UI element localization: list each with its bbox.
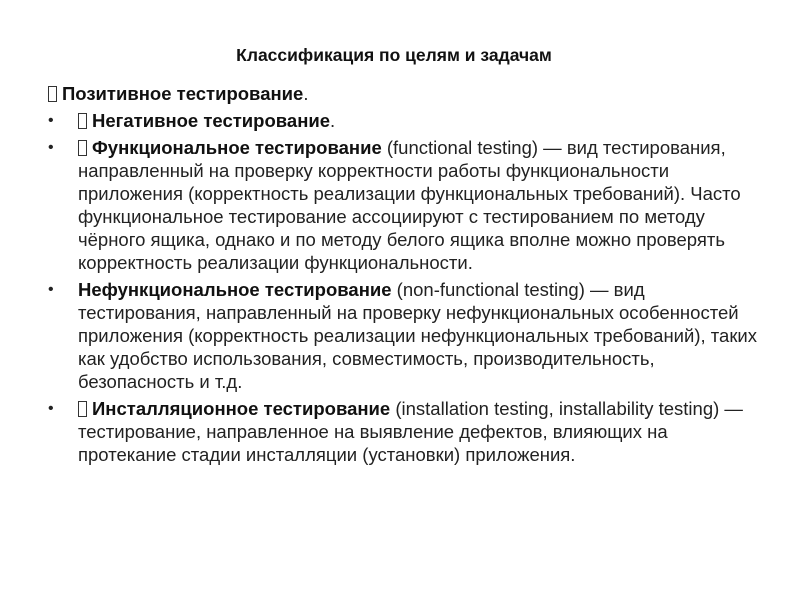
item-text: (non-functional testing) — вид тестирования, направленный на проверку нефункциональных особенностей приложения (корректность реализации нефункциональных требований), таких как удобство использования, совместимость, производительность, безопасность и т.д. [78,279,757,392]
slide-title: Классификация по целям и задачам [236,45,552,65]
term-negative: Негативное тестирование [92,110,331,131]
missing-glyph-icon [78,401,87,417]
term-nonfunctional: Нефункциональное тестирование [78,279,392,300]
bullet-dot-icon: • [48,400,54,417]
item-text: . [330,110,336,131]
missing-glyph-icon [48,86,57,102]
list-item-nonfunctional [48,278,768,393]
item-text: . [303,83,309,104]
bullet-list [48,82,768,470]
bullet-dot-icon: • [48,112,54,129]
bullet-dot-icon: • [48,139,54,156]
missing-glyph-icon [78,140,87,156]
item-text: (installation testing, installability testing) — тестирование, направленное на выявление дефектов, влияющих на протекание стадии инсталляции (установки) приложения. [78,398,743,465]
term-installation: Инсталляционное тестирование [92,398,391,419]
term-positive: Позитивное тестирование [62,83,304,104]
list-item-negative [48,109,768,132]
missing-glyph-icon [78,113,87,129]
term-functional: Функциональное тестирование [92,137,382,158]
list-item-positive [48,82,768,105]
bullet-dot-icon: • [48,281,54,298]
list-item-installation [48,397,768,466]
item-text: (functional testing) — вид тестирования, направленный на проверку корректности работы функциональности приложения (корректность реализации функциональных требований). Часто функциональное тестирование ассоциируют с тестированием по методу чёрного ящика, однако и по методу белого ящика вполне можно проверять корректность реализации функциональности. [78,137,741,273]
list-item-functional [48,136,768,274]
